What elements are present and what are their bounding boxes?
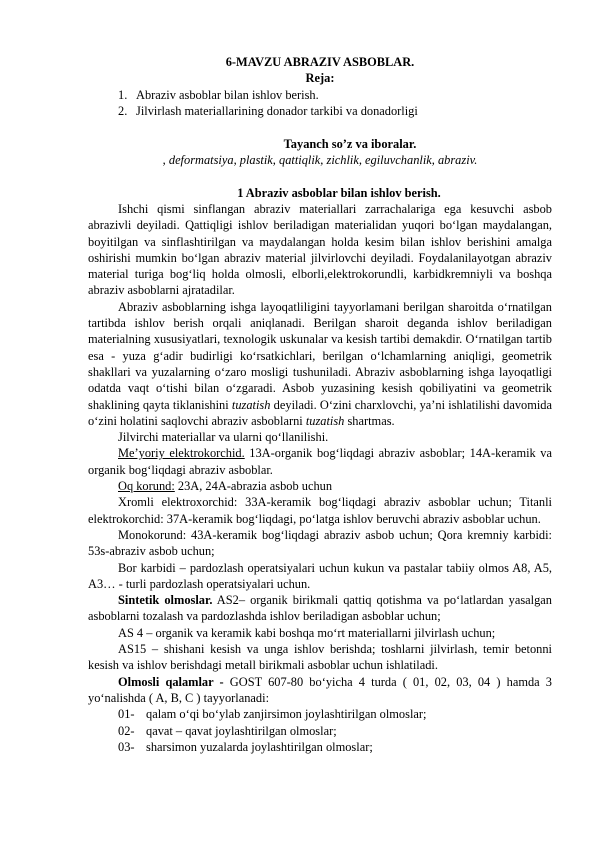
- list-item: 03- sharsimon yuzalarda joylashtirilgan olmoslar;: [118, 739, 373, 754]
- paragraph: Jilvirchi materiallar va ularni qo‘llanilishi.: [118, 430, 329, 445]
- paragraph: Xromli elektroxorchid: 33A-keramik bog‘liqdagi abraziv asboblar uchun; Titanli elektrokorchid: 37A-keramik bog‘liqdagi, po‘latga ishlov beruvchi abraziv asboblar uchun.: [88, 495, 552, 526]
- paragraph: Monokorund: 43A-keramik bog‘liqdagi abraziv asbob uchun; Qora kremniy karbidi: 53s-abraziv asbob uchun;: [88, 527, 552, 559]
- paragraph: Olmosli qalamlar - GOST 607-80 bo‘yicha 4 turda ( 01, 02, 03, 04 ) hamda 3 yo‘nalishda ( A, B, C ) tayyorlanadi:: [88, 674, 552, 705]
- paragraph: AS15 – shishani kesish va unga ishlov berishda; toshlarni jilvirlash, temir betonni kesish va ishlov berishdagi metall birikmali asboblar uchun ishlatiladi.: [88, 642, 552, 673]
- paragraph: Abraziv asboblarning ishga layoqatliligini tayyorlamani berilgan sharoitda o‘rnatilgan tartibda ishlov berish orqali aniqlanadi. Berilgan sharoit deganda ishlov beriladigan materialning xususiyatlari, texnologik uskunalar va kesish tartibi demakdir. O‘rnatilgan tartib esa - yuza g‘adir budirligi ko‘rsatkichlari, berilgan o‘lchamlarning aniqligi, geometrik shakllari va yuzalarning o‘zaro mosligi tushuniladi. Abraziv asboblarning ishga layoqatligi odatda vaqt o‘tishi bilan o‘zgaradi. Asbob yuzasining kesish qobiliyatini va geometrik shaklining qayta tiklanishini tuzatish deyiladi. O‘zini charxlovchi, ya’ni ishlatilishi davomida o‘zini holatini saqlovchi abraziv asboblarni tuzatish shartmas.: [88, 299, 552, 428]
- paragraph: AS 4 – organik va keramik kabi boshqa mo‘rt materiallarni jilvirlash uchun;: [118, 625, 496, 640]
- list-item: 02- qavat – qavat joylashtirilgan olmoslar;: [118, 723, 337, 738]
- section-title: 1 Abraziv asboblar bilan ishlov berish.: [237, 186, 441, 200]
- plan-item: 2. Jilvirlash materiallarining donador tarkibi va donadorligi: [118, 104, 418, 119]
- body-text: [88, 201, 552, 755]
- keywords-title: Tayanch so’z va iboralar.: [283, 137, 417, 151]
- paragraph: Oq korund: 23A, 24A-abrazia asbob uchun: [118, 479, 333, 494]
- plan-item: 1. Abraziv asboblar bilan ishlov berish.: [118, 88, 319, 102]
- paragraph: Bor karbidi – pardozlash operatsiyalari uchun kukun va pastalar tabiiy olmos A8, A5, A3… - turli pardozlash operatsiyalari uchun.: [88, 560, 552, 591]
- plan-list: [118, 87, 538, 120]
- list-item: 01- qalam o‘qi bo‘ylab zanjirsimon joylashtirilgan olmoslar;: [118, 707, 427, 722]
- page-title: 6-MAVZU ABRAZIV ASBOBLAR.: [225, 55, 415, 69]
- keywords-text: , deformatsiya, plastik, qattiqlik, zichlik, egiluvchanlik, abraziv.: [162, 153, 478, 167]
- plan-label: Reja:: [305, 71, 335, 85]
- paragraph: Me’yoriy elektrokorchid. 13A-organik bog‘liqdagi abraziv asboblar; 14A-keramik va organik bog‘liqdagi abraziv asboblar.: [88, 446, 552, 477]
- paragraph: Sintetik olmoslar. AS2– organik birikmali qattiq qotishma va po‘latlardan yasalgan asboblarni tozalash va pardozlashda ishlov beriladigan asboblar uchun;: [88, 593, 552, 624]
- paragraph: Ishchi qismi sinflangan abraziv materiallari zarrachalariga ega kesuvchi asbob abrazivli deyiladi. Qattiqligi ishlov beriladigan materialidan yuqori bo‘lgan maydalangan, boyitilgan va sinflashtirilgan va maydalangan holda kesim bilan ishlov berishini amalga oshirishi mumkin bo‘lgan abraziv material jilvirlovchi deyiladi. Foydalanilayotgan abraziv material turiga bog‘liq holda olmosli, elborli,elektrokorundli, karbidkremniyli va boshqa abraziv asboblarni ajratadilar.: [88, 202, 552, 298]
